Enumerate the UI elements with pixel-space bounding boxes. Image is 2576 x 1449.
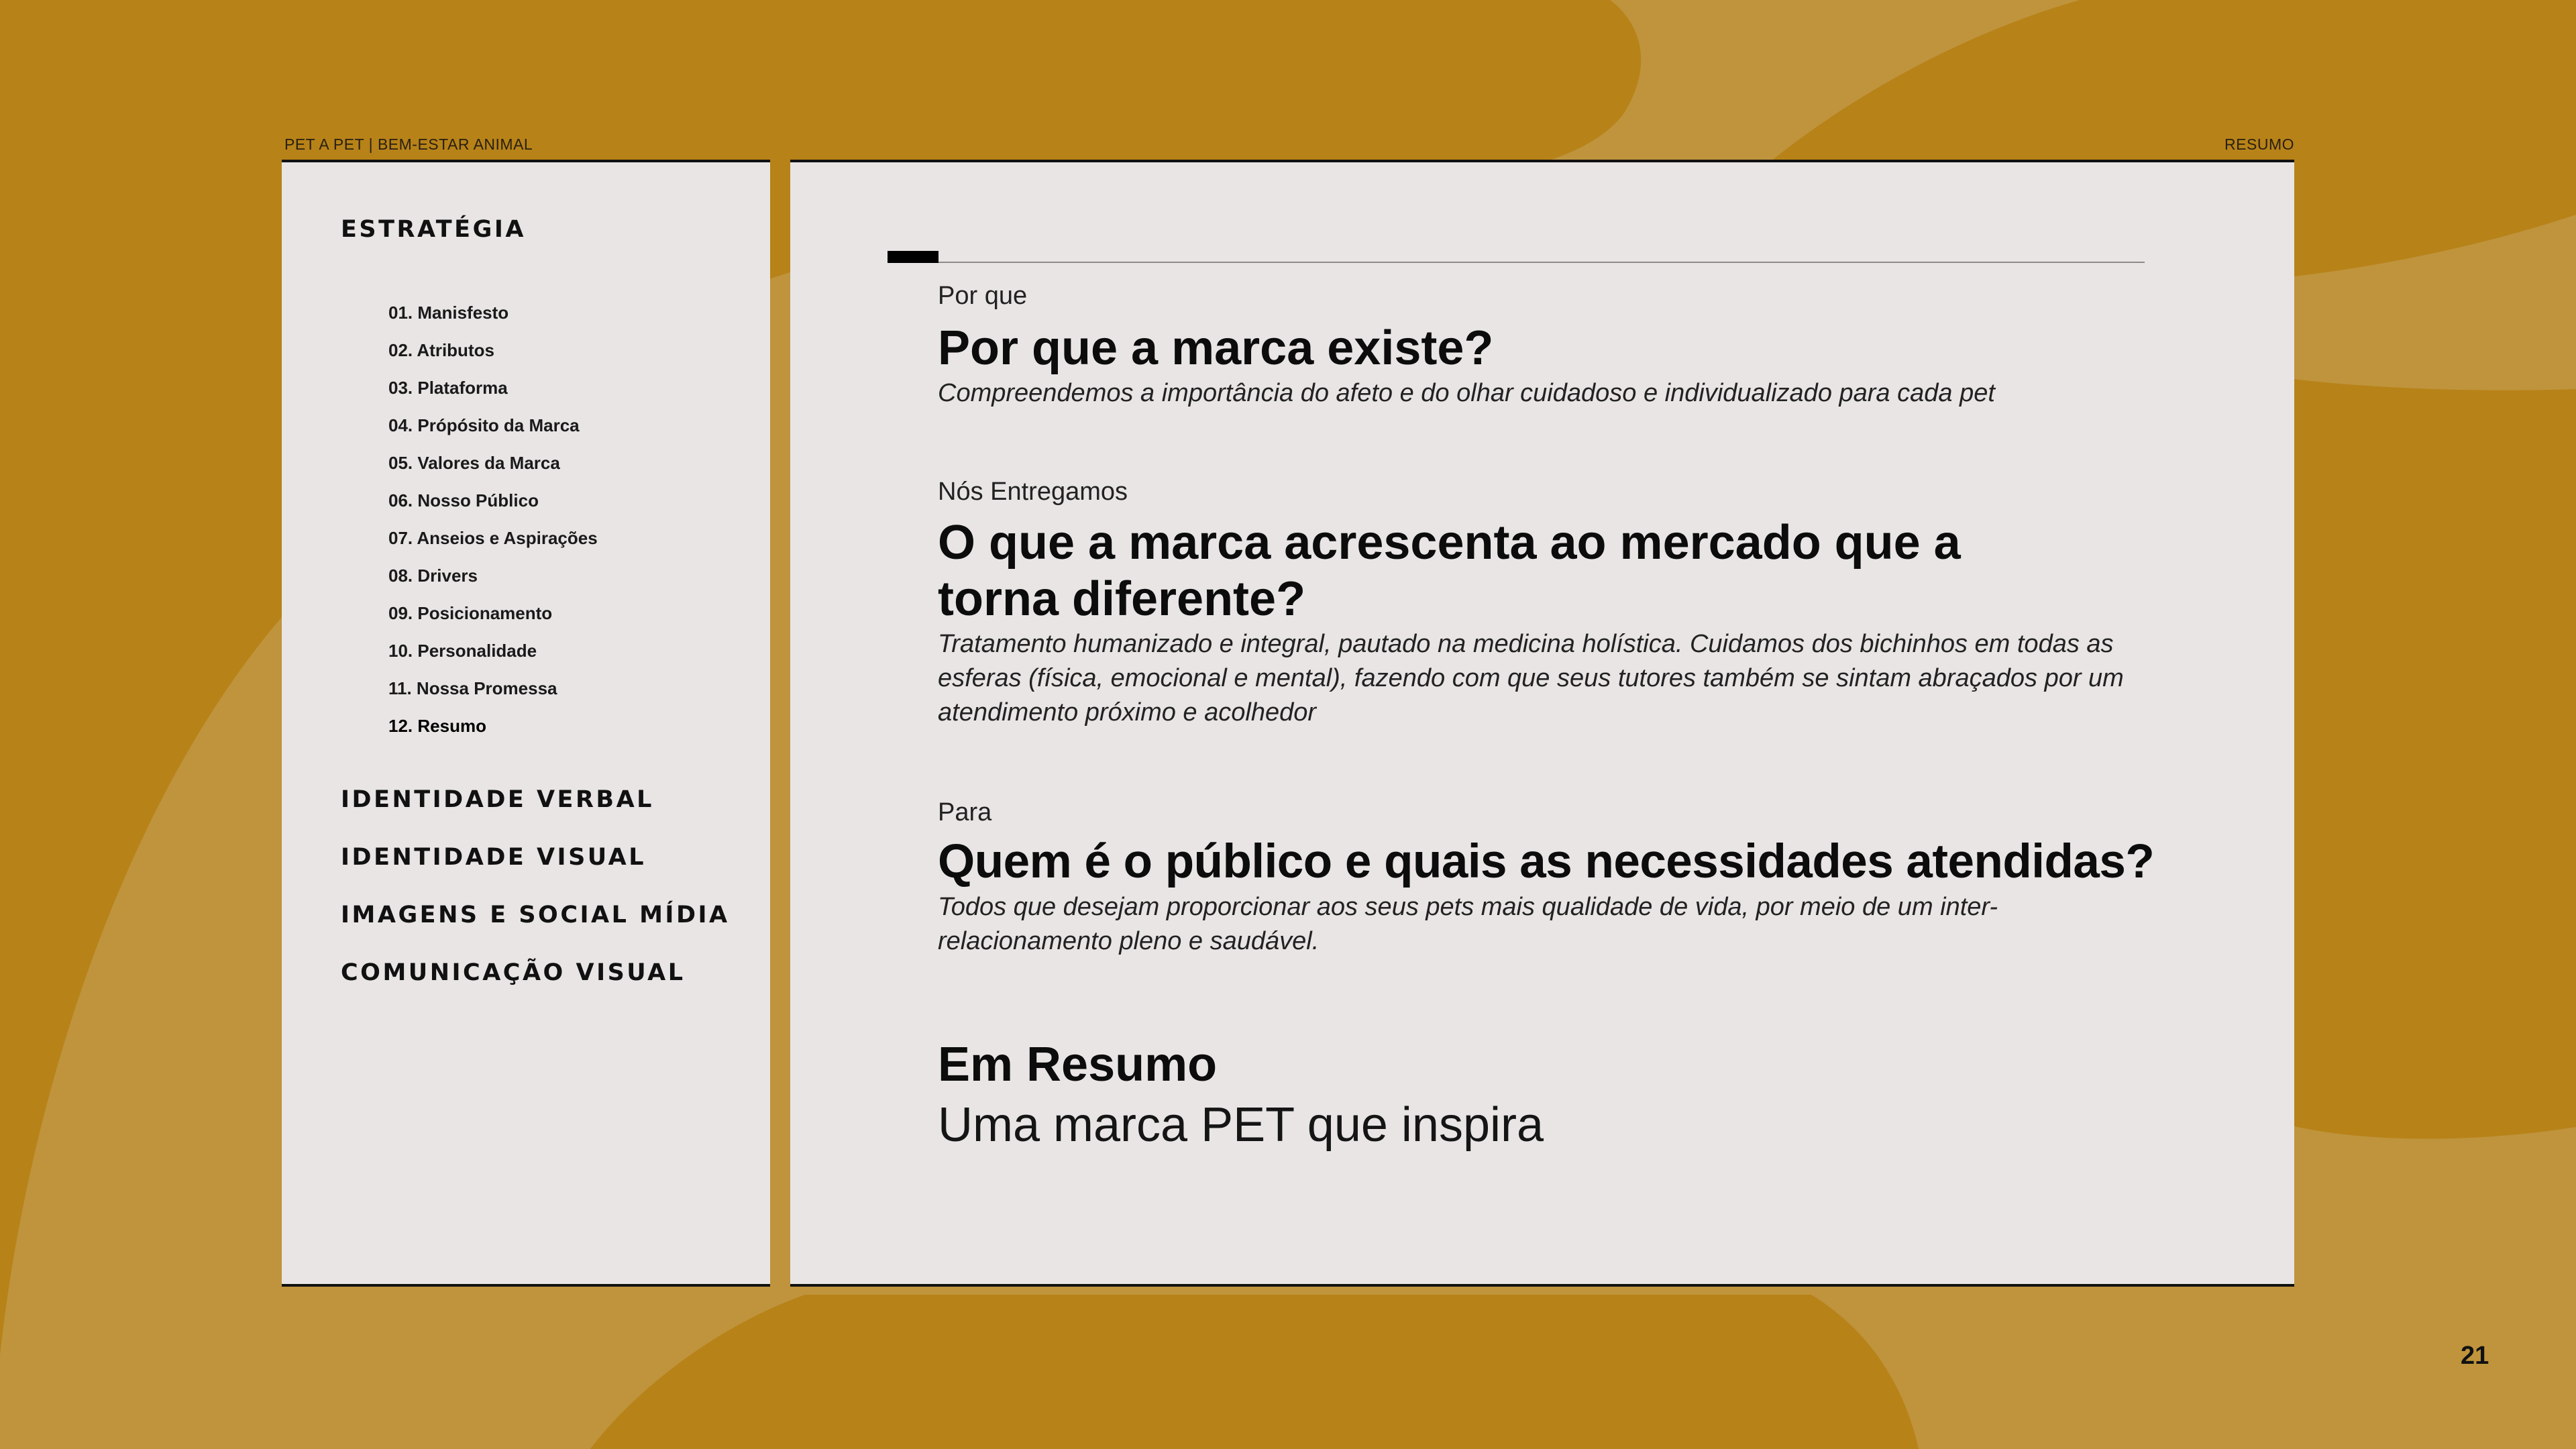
sidebar-nav-panel — [282, 160, 770, 1287]
block-question: Por que a marca existe? — [938, 321, 1494, 375]
summary-block — [938, 1034, 2159, 1155]
content-panel — [790, 160, 2294, 1287]
nav-section-estrategia[interactable]: ESTRATÉGIA — [341, 216, 526, 243]
nav-item-atributos[interactable]: 02. Atributos — [388, 340, 494, 360]
nav-item-publico[interactable]: 06. Nosso Público — [388, 490, 539, 511]
block-question: O que a marca acrescenta ao mercado que a torna diferente? — [938, 516, 1961, 626]
header-brand-label: PET A PET | BEM-ESTAR ANIMAL — [284, 136, 533, 153]
block-answer: Todos que desejam proporcionar aos seus pets mais qualidade de vida, por meio de um inter-relacionamento pleno e saudável. — [938, 893, 1998, 955]
nav-section-identidade-verbal[interactable]: IDENTIDADE VERBAL — [341, 786, 654, 813]
nav-section-comunicacao-visual[interactable]: COMUNICAÇÃO VISUAL — [341, 959, 686, 986]
nav-item-plataforma[interactable]: 03. Plataforma — [388, 378, 508, 398]
block-answer: Compreendemos a importância do afeto e do olhar cuidadoso e individualizado para cada pet — [938, 379, 1995, 407]
summary-title: Em Resumo — [938, 1038, 1218, 1091]
nav-item-manifesto[interactable]: 01. Manisfesto — [388, 303, 509, 323]
nav-item-valores[interactable]: 05. Valores da Marca — [388, 453, 560, 473]
nav-item-anseios[interactable]: 07. Anseios e Aspirações — [388, 528, 598, 548]
block-para — [938, 798, 2159, 959]
nav-section-imagens-social[interactable]: IMAGENS E SOCIAL MÍDIA — [341, 902, 730, 928]
nav-list-estrategia — [388, 294, 598, 745]
block-por-que — [938, 282, 2159, 411]
header-section-label: RESUMO — [2224, 136, 2294, 153]
summary-text: Uma marca PET que inspira — [938, 1098, 1544, 1152]
block-label: Para — [938, 798, 992, 826]
nav-item-resumo[interactable]: 12. Resumo — [388, 716, 486, 736]
nav-item-promessa[interactable]: 11. Nossa Promessa — [388, 678, 557, 698]
page-number: 21 — [2461, 1342, 2489, 1370]
nav-item-personalidade[interactable]: 10. Personalidade — [388, 641, 537, 661]
block-nos-entregamos — [938, 478, 2159, 730]
block-answer: Tratamento humanizado e integral, pautado na medicina holística. Cuidamos dos bichinhos em todas as esferas (física, emocional e mental), fazendo com que seus tutores também se sintam abraçados por um atendimento próximo e acolhedor — [938, 630, 2124, 727]
nav-item-posicionamento[interactable]: 09. Posicionamento — [388, 603, 553, 623]
block-question: Quem é o público e quais as necessidades atendidas? — [938, 835, 2155, 888]
block-label: Por que — [938, 282, 1028, 310]
background-blob-bottom — [590, 1295, 1919, 1449]
section-rule-marker — [888, 251, 938, 263]
block-label: Nós Entregamos — [938, 478, 1128, 506]
section-rule-line — [888, 262, 2145, 263]
nav-section-identidade-visual[interactable]: IDENTIDADE VISUAL — [341, 844, 647, 871]
nav-item-drivers[interactable]: 08. Drivers — [388, 566, 478, 586]
nav-item-proposito[interactable]: 04. Própósito da Marca — [388, 415, 580, 435]
